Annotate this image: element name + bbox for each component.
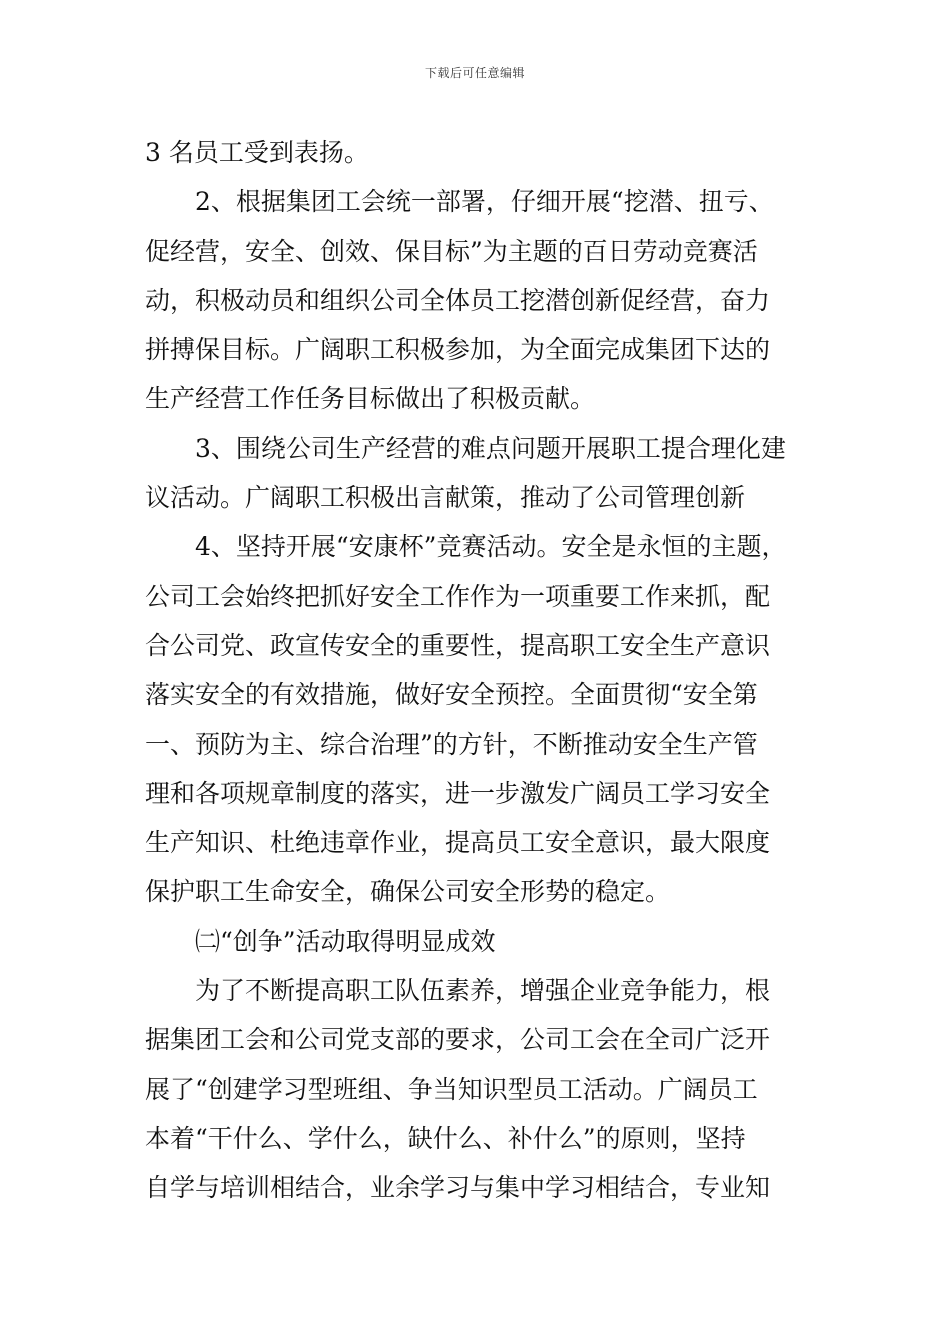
text-line: 议活动。广阔职工积极出言献策，推动了公司管理创新 [145,483,746,513]
text-line: 3、围绕公司生产经营的难点问题开展职工提合理化建 [195,433,786,463]
page-header: 下载后可任意编辑 [424,66,525,80]
text-line: 展了“创建学习型班组、争当知识型员工活动。广阔员工 [145,1074,758,1104]
text-line: 促经营，安全、创效、保目标”为主题的百日劳动竞赛活 [145,236,758,266]
text-line: 4、坚持开展“安康杯”竞赛活动。安全是永恒的主题， [195,532,787,562]
text-line: 生产经营工作任务目标做出了积极贡献。 [145,384,596,414]
text-line: 合公司党、政宣传安全的重要性，提高职工安全生产意识 [145,630,771,660]
text-line: 一、预防为主、综合治理”的方针，不断推动安全生产管 [145,729,758,759]
text-line: 生产知识、杜绝违章作业，提高员工安全意识，最大限度 [145,828,771,858]
text-line: 本着“干什么、学什么，缺什么、补什么”的原则，坚持 [145,1123,746,1153]
text-line: 3 名员工受到表扬。 [145,138,369,167]
text-line: 公司工会始终把抓好安全工作作为一项重要工作来抓，配 [145,581,771,611]
text-line: 为了不断提高职工队伍素养，增强企业竞争能力，根 [195,976,771,1006]
document-body [145,128,813,1213]
text-line: 理和各项规章制度的落实，进一步激发广阔员工学习安全 [145,778,771,808]
text-line: 据集团工会和公司党支部的要求，公司工会在全司广泛开 [145,1025,771,1055]
text-line: 动，积极动员和组织公司全体员工挖潜创新促经营，奋力 [145,285,771,315]
text-line: 拼搏保目标。广阔职工积极参加，为全面完成集团下达的 [145,335,771,365]
text-line: 落实安全的有效措施，做好安全预控。全面贯彻“安全第 [145,680,758,710]
section-heading: ㈡“创争”活动取得明显成效 [195,926,496,956]
text-line: 自学与培训相结合，业余学习与集中学习相结合，专业知 [145,1173,771,1203]
text-line: 2、根据集团工会统一部署，仔细开展“挖潜、扭亏、 [195,187,774,217]
text-line: 保护职工生命安全，确保公司安全形势的稳定。 [145,877,671,907]
